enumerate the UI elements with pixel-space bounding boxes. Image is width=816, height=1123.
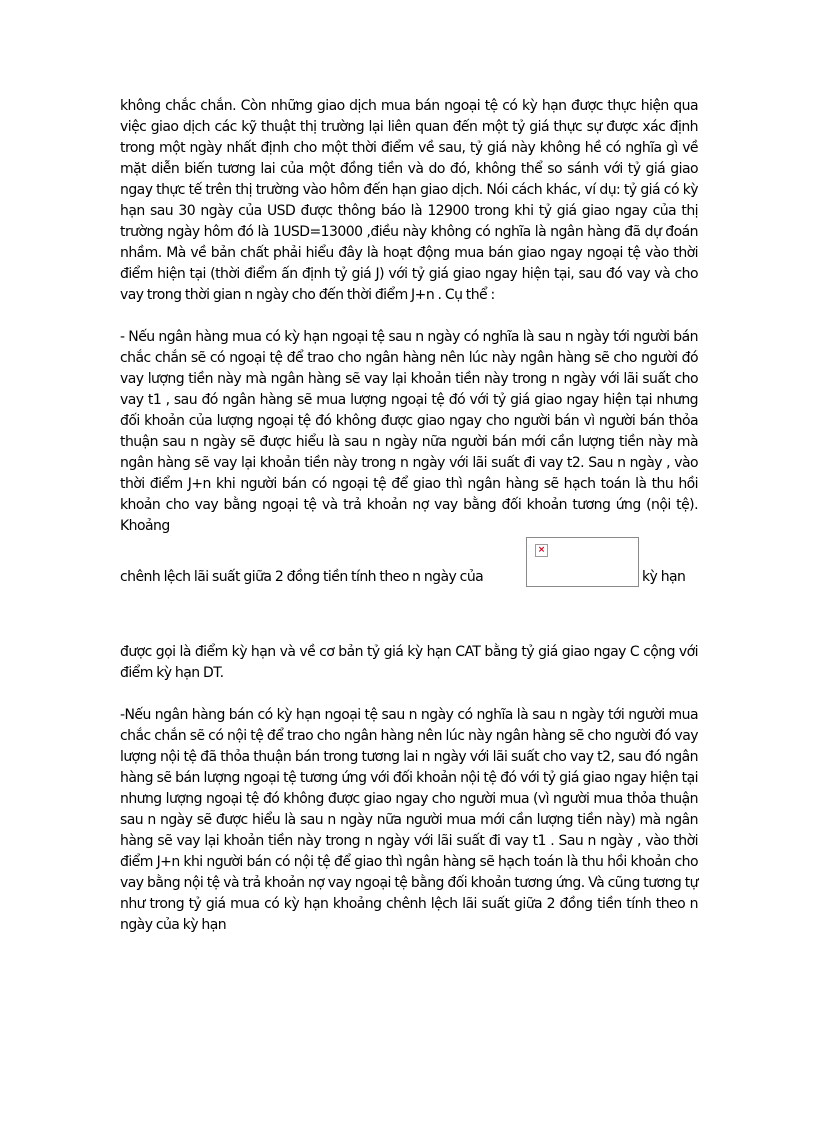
paragraph-spacer (120, 593, 698, 642)
paragraph-spacer (120, 306, 698, 327)
inline-text-after: kỳ hạn (642, 569, 686, 585)
paragraph-forward-points: được gọi là điểm kỳ hạn và về cơ bản tỷ giá kỳ hạn CAT bằng tỷ giá giao ngay C cộng với điểm kỳ hạn DT. (120, 644, 698, 681)
document-page (120, 96, 698, 936)
paragraph-bank-sells-forward: -Nếu ngân hàng bán có kỳ hạn ngoại tệ sau n ngày có nghĩa là sau n ngày tới người mua chắc chắn sẽ có nội tệ để trao cho ngân hàng nên lúc này ngân hàng sẽ cho người đó vay lượng nội tệ đã thỏa thuận bán trong tương lai n ngày với lãi suất cho vay t2, sau đó ngân hàng sẽ bán lượng ngoại tệ tương ứng với đối khoản nội tệ đó với tỷ giá giao ngay hiện tại nhưng lượng ngoại tệ đó không được giao ngay cho người mua (vì người mua thỏa thuận sau n ngày sẽ được hiểu là sau n ngày nữa người mua mới cần lượng tiền này) mà ngân hàng sẽ vay lại khoản tiền này trong n ngày với lãi suất đi vay t1 . Sau n ngày , vào thời điểm J+n khi người bán có nội tệ để giao thì ngân hàng sẽ hạch toán là thu hồi khoản cho vay bằng nội tệ và trả khoản nợ vay ngoại tệ bằng đối khoản tương ứng. Và cũng tương tự như trong tỷ giá mua có kỳ hạn khoảng chênh lệch lãi suất giữa 2 đồng tiền tính theo n ngày của kỳ hạn (120, 707, 698, 933)
inline-formula-row (120, 537, 698, 593)
paragraph-spacer (120, 684, 698, 705)
embedded-formula-image (526, 537, 639, 587)
inline-text-before: chênh lệch lãi suất giữa 2 đồng tiền tính theo n ngày của (120, 569, 484, 585)
paragraph-bank-buys-forward: - Nếu ngân hàng mua có kỳ hạn ngoại tệ sau n ngày có nghĩa là sau n ngày tới người bán chắc chắn sẽ có ngoại tệ để trao cho ngân hàng nên lúc này ngân hàng sẽ cho người đó vay lượng tiền này mà ngân hàng sẽ vay lại khoản tiền này trong n ngày với lãi suất cho vay t1 , sau đó ngân hàng sẽ mua lượng ngoại tệ đó với tỷ giá giao ngay hiện tại nhưng đối khoản của lượng ngoại tệ đó không được giao ngay cho người bán vì người bán thỏa thuận sau n ngày sẽ được hiểu là sau n ngày nữa người bán mới cần lượng tiền này mà ngân hàng sẽ vay lại khoản tiền này trong n ngày với lãi suất đi vay t2. Sau n ngày , vào thời điểm J+n khi người bán có ngoại tệ để giao thì ngân hàng sẽ hạch toán là thu hồi khoản cho vay bằng ngoại tệ và trả khoản nợ vay bằng đối khoản tương ứng (nội tệ). Khoảng (120, 329, 698, 534)
paragraph-forward-rate-intro: không chắc chắn. Còn những giao dịch mua bán ngoại tệ có kỳ hạn được thực hiện qua việc giao dịch các kỹ thuật thị trường lại liên quan đến một tỷ giá thực sự được xác định trong một ngày nhất định cho một thời điểm về sau, tỷ giá này không hề có nghĩa gì về mặt diễn biến tương lai của một đồng tiền và do đó, không thể so sánh với tỷ giá giao ngay thực tế trên thị trường vào hôm đến hạn giao dịch. Nói cách khác, ví dụ: tỷ giá có kỳ hạn sau 30 ngày của USD được thông báo là 12900 trong khi tỷ giá giao ngay của thị trường ngày hôm đó là 1USD=13000 ,điều này không có nghĩa là ngân hàng đã dự đoán nhầm. Mà về bản chất phải hiểu đây là hoạt động mua bán giao ngay ngoại tệ vào thời điểm hiện tại (thời điểm ấn định tỷ giá J) với tỷ giá giao ngay hiện tại, sau đó vay và cho vay trong thời gian n ngày cho đến thời điểm J+n . Cụ thể : (120, 98, 698, 303)
broken-image-icon: × (535, 544, 548, 557)
